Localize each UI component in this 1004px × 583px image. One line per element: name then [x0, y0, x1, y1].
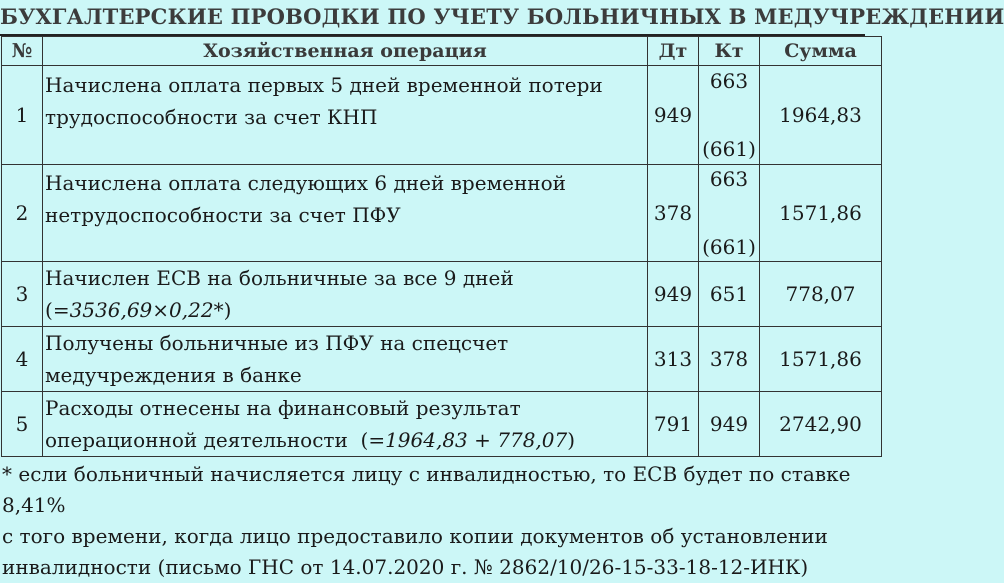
- kt-alt: (661): [702, 137, 756, 161]
- operation-line: Начислена оплата первых 5 дней временной потери: [45, 73, 603, 97]
- row-operation: [43, 66, 648, 165]
- header-sum: Сумма: [760, 37, 882, 66]
- row-sum: 1571,86: [760, 327, 882, 392]
- formula-close: ): [567, 428, 576, 452]
- row-dt: 949: [648, 66, 699, 165]
- row-dt: 313: [648, 327, 699, 392]
- operation-line: Начислена оплата следующих 6 дней временной: [45, 171, 566, 195]
- row-sum: 1964,83: [760, 66, 882, 165]
- operation-text: операционной деятельности (: [45, 428, 369, 452]
- row-kt: 378: [699, 327, 760, 392]
- operation-line: [45, 424, 643, 456]
- row-sum: 778,07: [760, 262, 882, 327]
- operation-line: Начислен ЕСВ на больничные за все 9 дней: [45, 266, 514, 290]
- row-operation: [43, 392, 648, 457]
- header-num: №: [2, 37, 43, 66]
- formula-close: ): [223, 298, 232, 322]
- operation-line: медучреждения в банке: [45, 363, 302, 387]
- table-row: [2, 66, 882, 165]
- row-sum: 1571,86: [760, 165, 882, 262]
- row-kt: 949: [699, 392, 760, 457]
- kt-main: 663: [709, 69, 749, 93]
- header-operation: Хозяйственная операция: [43, 37, 648, 66]
- row-num: 2: [2, 165, 43, 262]
- operation-line: нетрудоспособности за счет ПФУ: [45, 203, 401, 227]
- document-title: БУХГАЛТЕРСКИЕ ПРОВОДКИ ПО УЧЕТУ БОЛЬНИЧНЫХ В МЕДУЧРЕЖДЕНИИ: [0, 0, 865, 36]
- table-row: [2, 165, 882, 262]
- header-dt: Дт: [648, 37, 699, 66]
- row-num: 5: [2, 392, 43, 457]
- operation-line: трудоспособности за счет КНП: [45, 105, 378, 129]
- row-operation: [43, 165, 648, 262]
- row-kt: 651: [699, 262, 760, 327]
- row-dt: 949: [648, 262, 699, 327]
- footnote: [0, 457, 861, 583]
- postings-table: [1, 36, 882, 457]
- kt-main: 663: [709, 167, 749, 191]
- table-header-row: [2, 37, 882, 66]
- table-row: [2, 392, 882, 457]
- header-kt: Кт: [699, 37, 760, 66]
- table-row: [2, 327, 882, 392]
- row-sum: 2742,90: [760, 392, 882, 457]
- row-operation: [43, 262, 648, 327]
- formula: =3536,69×0,22*: [52, 298, 224, 322]
- formula-open: (: [45, 298, 53, 322]
- operation-line: [45, 294, 643, 326]
- row-num: 3: [2, 262, 43, 327]
- row-operation: [43, 327, 648, 392]
- footnote-line: с того времени, когда лицо предоставило копии документов об установлении: [2, 524, 828, 548]
- table-row: [2, 262, 882, 327]
- kt-alt: (661): [702, 235, 756, 259]
- operation-line: Расходы отнесены на финансовый результат: [45, 396, 521, 420]
- row-dt: 791: [648, 392, 699, 457]
- operation-line: Получены больничные из ПФУ на спецсчет: [45, 331, 509, 355]
- row-kt: [699, 66, 760, 165]
- formula: =1964,83 + 778,07: [368, 428, 568, 452]
- footnote-line: инвалидности (письмо ГНС от 14.07.2020 г. № 2862/10/26-15-33-18-12-ИНК): [2, 555, 809, 579]
- row-kt: [699, 165, 760, 262]
- row-dt: 378: [648, 165, 699, 262]
- row-num: 4: [2, 327, 43, 392]
- footnote-line: * если больничный начисляется лицу с инвалидностью, то ЕСВ будет по ставке 8,41%: [2, 462, 851, 517]
- row-num: 1: [2, 66, 43, 165]
